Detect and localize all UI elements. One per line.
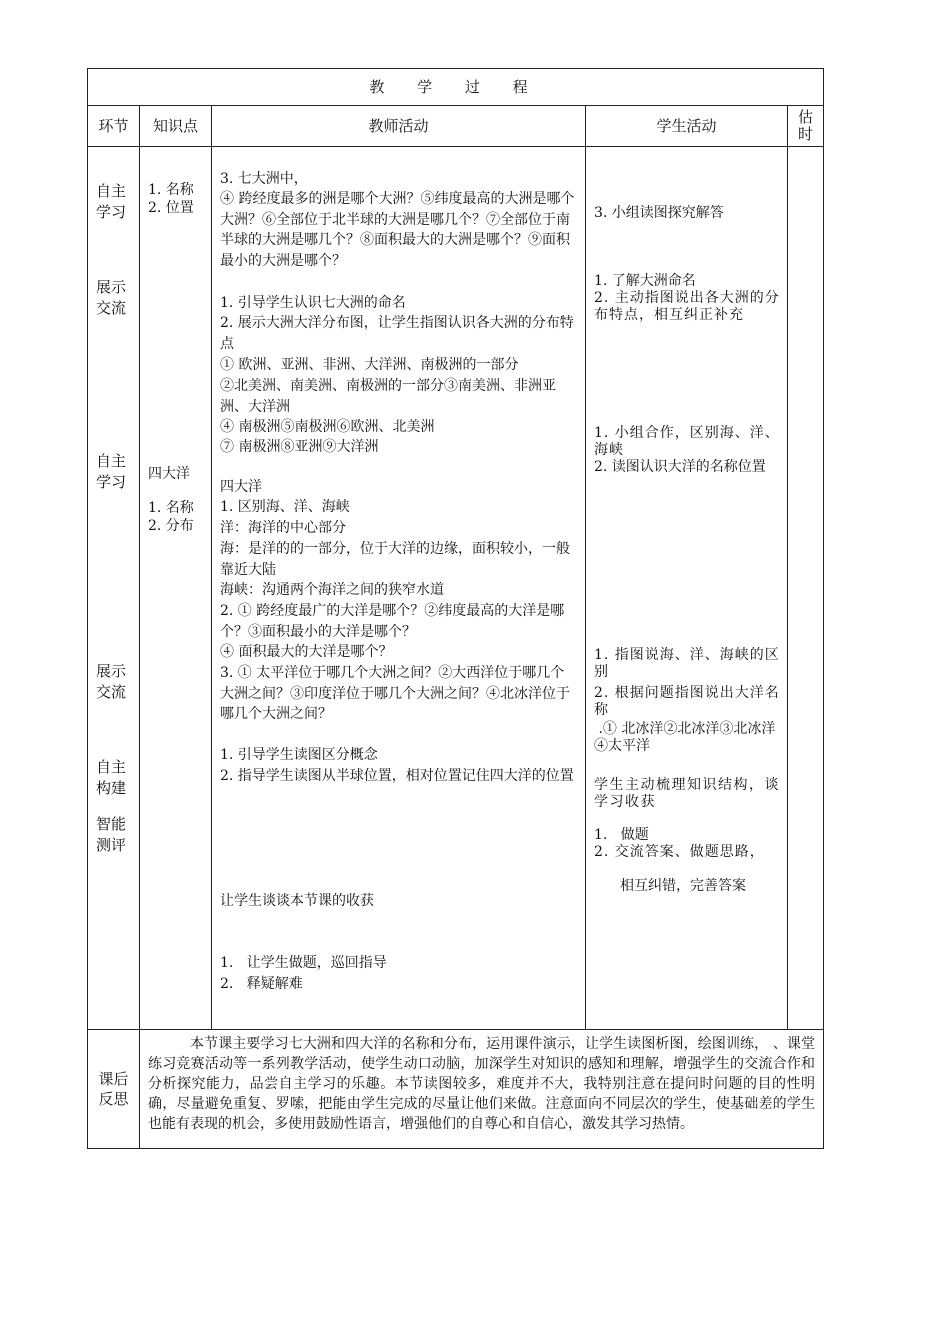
header-time: 估时 — [788, 106, 824, 147]
knowledge-distribution: 2. 分布 — [148, 518, 194, 534]
teacher-text-13: 海峡：沟通两个海洋之间的狭窄水道 — [220, 582, 444, 598]
teacher-text-6: ②北美洲、南美洲、南极洲的一部分③南美洲、非洲亚洲、大洋洲 — [220, 378, 556, 415]
teacher-text-2: ④ 跨经度最多的洲是哪个大洲？⑤纬度最高的大洲是哪个大洲？⑥全部位于北半球的大洲是哪几个？⑦全部位于南半球的大洲是哪几个？⑧面积最大的大洲是哪个？⑨面积最小的大洲是哪个？ — [220, 191, 575, 269]
header-student-activity: 学生活动 — [586, 106, 788, 147]
stage-showcase-2: 展示交流 — [96, 662, 127, 701]
stage-self-study-2: 自主学习 — [96, 452, 127, 491]
teacher-text-7: ④ 南极洲⑤南极洲⑥欧洲、北美洲 — [220, 419, 435, 435]
stage-showcase-1: 展示交流 — [96, 278, 127, 317]
teacher-text-17: 1. 引导学生读图区分概念 — [220, 747, 378, 763]
header-teacher-activity: 教师活动 — [212, 106, 586, 147]
knowledge-name-2: 1. 名称 — [148, 500, 194, 516]
student-text-1: 3. 小组读图探究解答 — [594, 205, 724, 221]
knowledge-name-1: 1. 名称 — [148, 182, 194, 198]
teacher-text-19: 让学生谈谈本节课的收获 — [220, 893, 374, 909]
teacher-text-3: 1. 引导学生认识七大洲的命名 — [220, 295, 406, 311]
teacher-text-20: 1. 让学生做题，巡回指导 — [220, 955, 387, 971]
student-text-3: 2. 主动指图说出各大洲的分布特点，相互纠正补充 — [594, 290, 780, 323]
teacher-text-4: 2. 展示大洲大洋分布图，让学生指图认识各大洲的分布特点 — [220, 315, 574, 352]
student-text-7: 2. 根据问题指图说出大洋名称 — [594, 685, 780, 718]
teacher-text-5: ① 欧洲、亚洲、非洲、大洋洲、南极洲的一部分 — [220, 357, 519, 373]
stage-self-construct: 自主构建 — [96, 758, 127, 797]
teacher-text-9: 四大洋 — [220, 479, 262, 495]
stage-smart-assessment: 智能测评 — [96, 815, 127, 854]
teacher-activity-column — [212, 147, 586, 1030]
table-title: 教 学 过 程 — [88, 69, 824, 106]
knowledge-position: 2. 位置 — [148, 200, 194, 216]
stage-self-study-1: 自主学习 — [96, 182, 127, 221]
teacher-text-21: 2. 释疑解难 — [220, 976, 303, 992]
teacher-text-8: ⑦ 南极洲⑧亚洲⑨大洋洲 — [220, 439, 379, 455]
header-knowledge: 知识点 — [140, 106, 212, 147]
teacher-text-18: 2. 指导学生读图从半球位置，相对位置记住四大洋的位置 — [220, 768, 574, 784]
knowledge-column — [140, 147, 212, 1030]
student-text-2: 1. 了解大洲命名 — [594, 273, 696, 289]
teacher-text-10: 1. 区别海、洋、海峡 — [220, 499, 350, 515]
student-text-10: 1. 做题 — [594, 827, 649, 843]
student-text-6: 1. 指图说海、洋、海峡的区别 — [594, 647, 780, 680]
lesson-plan-sheet — [87, 68, 823, 1149]
student-activity-column — [586, 147, 788, 1030]
teacher-text-15: ④ 面积最大的大洋是哪个？ — [220, 644, 393, 660]
reflection-text: 本节课主要学习七大洲和四大洋的名称和分布，运用课件演示，让学生读图析图，绘图训练， 、课堂练习竞赛活动等一系列教学活动，使学生动口动脑，加深学生对知识的感知和理解，增强学生的交流合作和分析探究能力，品尝自主学习的乐趣。本节读图较多，难度并不大，我特别注意在提问时问题的目的性明确，尽量避免重复、罗嗦，把能由学生完成的尽量让他们来做。注意面向不同层次的学生，使基础差的学生也能有表现的机会，多使用鼓励性语言，增强他们的自尊心和自信心，激发其学习热情。 — [140, 1030, 824, 1149]
student-text-4: 1. 小组合作，区别海、洋、海峡 — [594, 425, 780, 458]
stage-column — [88, 147, 140, 1030]
student-text-5: 2. 读图认识大洋的名称位置 — [594, 459, 766, 475]
student-text-12: 相互纠错，完善答案 — [620, 878, 746, 894]
teaching-process-table — [87, 68, 824, 1149]
teacher-text-14: 2. ① 跨经度最广的大洋是哪个？②纬度最高的大洋是哪个？③面积最小的大洋是哪个？ — [220, 603, 565, 640]
teacher-text-16: 3. ① 太平洋位于哪几个大洲之间？②大西洋位于哪几个大洲之间？③印度洋位于哪几个大洲之间？④北冰洋位于哪几个大洲之间？ — [220, 665, 570, 722]
teacher-text-11: 洋：海洋的中心部分 — [220, 520, 346, 536]
teacher-text-1: 3. 七大洲中， — [220, 171, 308, 187]
student-text-11: 2. 交流答案、做题思路， — [594, 844, 765, 860]
header-stage: 环节 — [88, 106, 140, 147]
teacher-text-12: 海：是洋的的一部分，位于大洋的边缘，面积较小，一般靠近大陆 — [220, 541, 570, 578]
time-column — [788, 147, 824, 1030]
student-text-9: 学生主动梳理知识结构，谈学习收获 — [594, 777, 780, 810]
reflection-label: 课后反思 — [88, 1030, 140, 1149]
student-text-8: .① 北冰洋②北冰洋③北冰洋④太平洋 — [594, 721, 776, 754]
knowledge-four-oceans: 四大洋 — [148, 466, 190, 482]
